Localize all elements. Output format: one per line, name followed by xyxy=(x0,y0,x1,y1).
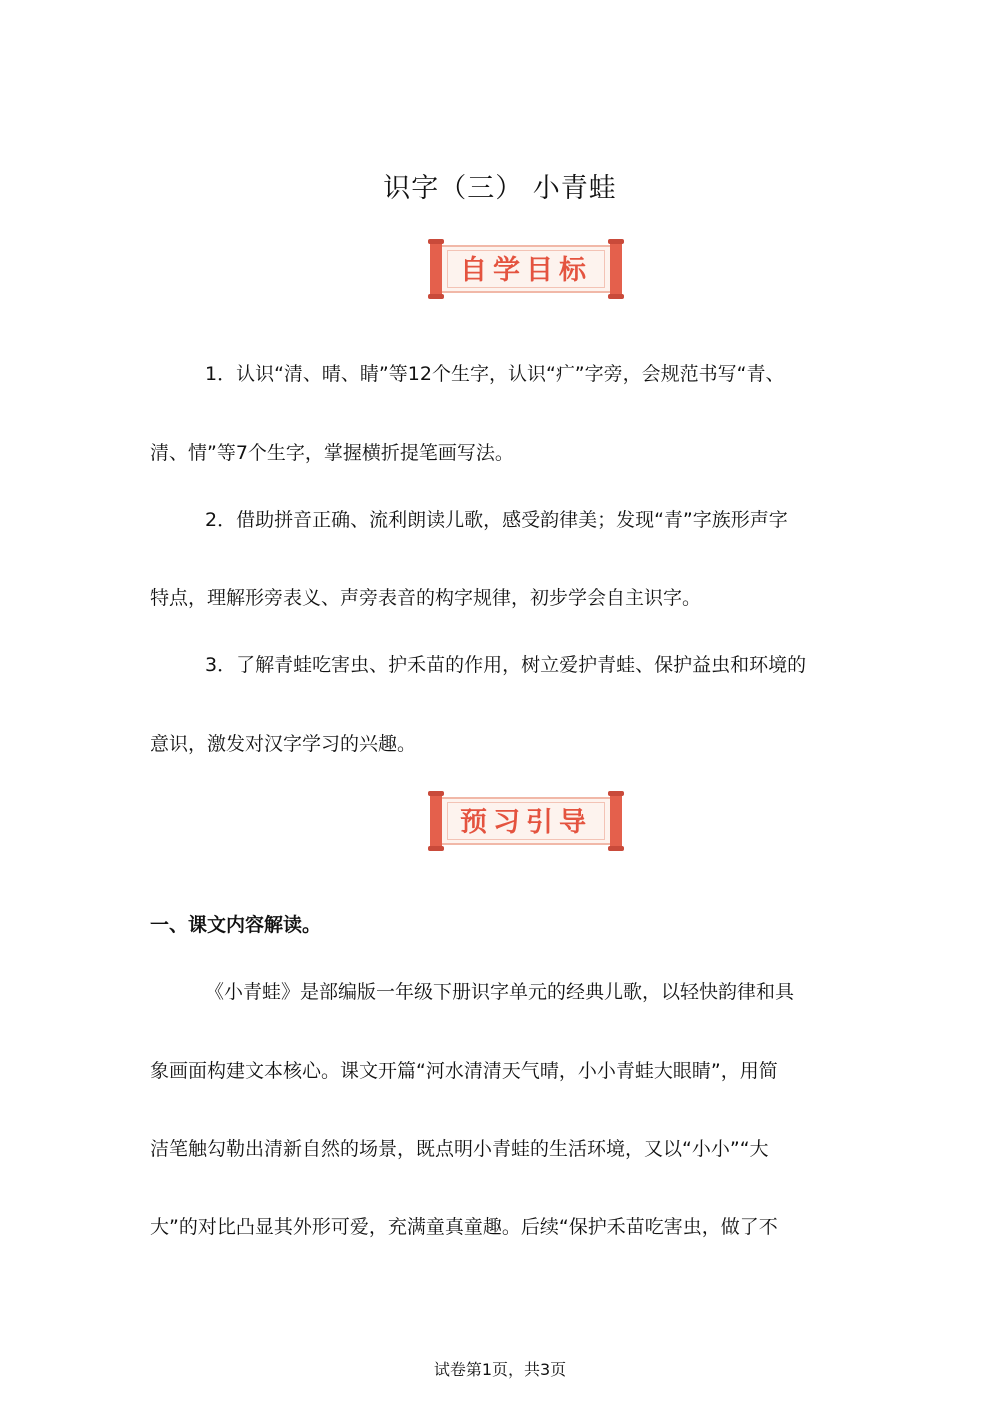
section-1-line-1: 《小青蛙》是部编版一年级下册识字单元的经典儿歌，以轻快韵律和具 xyxy=(205,981,795,1003)
section-1-heading: 一、课文内容解读。 xyxy=(150,914,322,936)
banner-goals xyxy=(430,240,622,298)
banner-preview xyxy=(430,792,622,850)
goal-3-line-2: 意识，激发对汉字学习的兴趣。 xyxy=(150,733,417,755)
section-1-line-3: 洁笔触勾勒出清新自然的场景，既点明小青蛙的生活环境，又以“小小”“大 xyxy=(150,1138,769,1160)
page-footer: 试卷第1页，共3页 xyxy=(433,1360,567,1379)
goal-3-line-1: 3．了解青蛙吃害虫、护禾苗的作用，树立爱护青蛙、保护益虫和环境的 xyxy=(205,654,807,676)
section-1-line-4: 大”的对比凸显其外形可爱，充满童真童趣。后续“保护禾苗吃害虫，做了不 xyxy=(150,1216,778,1238)
goal-1-line-1: 1．认识“清、晴、睛”等12个生字，认识“疒”字旁，会规范书写“青、 xyxy=(205,363,785,385)
page-title: 识字（三） 小青蛙 xyxy=(383,173,617,204)
banner-preview-label: 预习引导 xyxy=(460,807,592,838)
banner-goals-label: 自学目标 xyxy=(460,255,592,286)
section-1-line-2: 象画面构建文本核心。课文开篇“河水清清天气晴，小小青蛙大眼睛”，用简 xyxy=(150,1060,778,1082)
goal-2-line-1: 2．借助拼音正确、流利朗读儿歌，感受韵律美；发现“青”字族形声字 xyxy=(205,509,788,531)
goal-2-line-2: 特点，理解形旁表义、声旁表音的构字规律，初步学会自主识字。 xyxy=(150,587,702,609)
goal-1-line-2: 清、情”等7个生字，掌握横折提笔画写法。 xyxy=(150,442,514,464)
